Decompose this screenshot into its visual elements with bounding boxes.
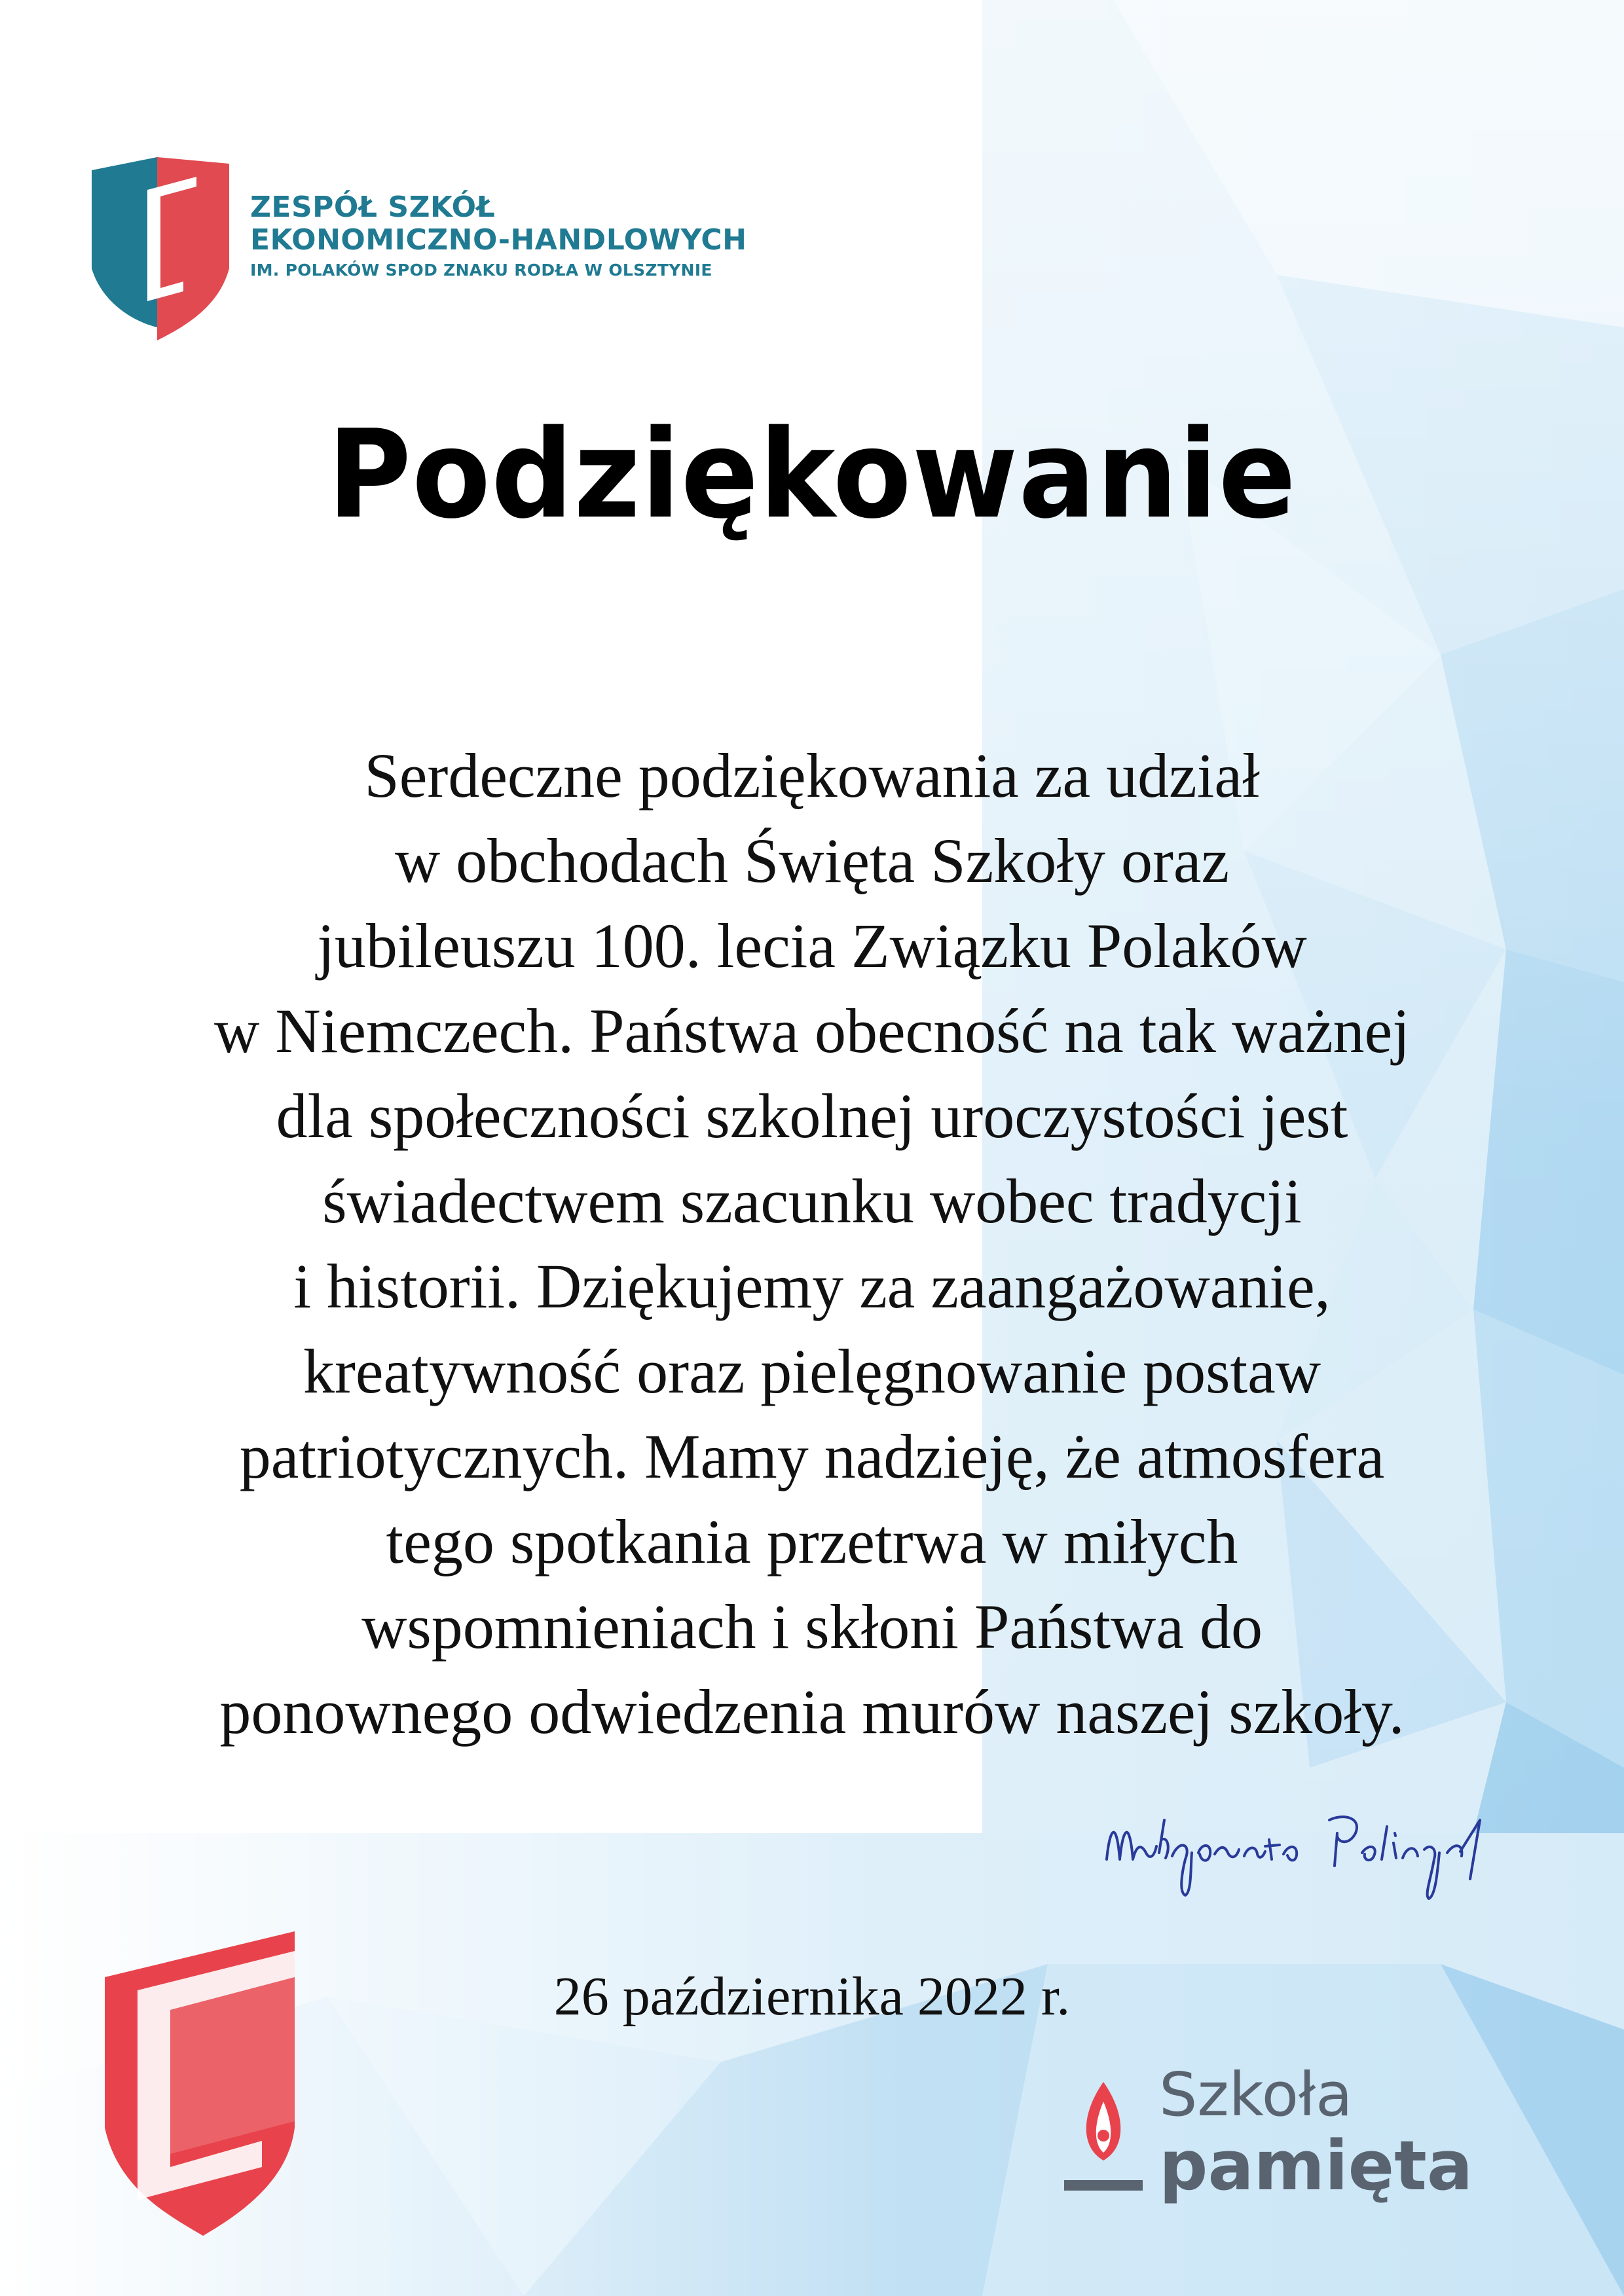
logo-word-pamieta: pamięta bbox=[1159, 2126, 1473, 2206]
pen-flame-icon bbox=[1061, 2075, 1146, 2206]
date: 26 października 2022 r. bbox=[553, 1966, 1071, 2027]
school-name-line-2: EKONOMICZNO-HANDLOWYCH bbox=[250, 223, 747, 257]
szkola-pamieta-logo bbox=[1061, 2062, 1519, 2213]
body-line: jubileuszu 100. lecia Związku Polaków bbox=[317, 911, 1307, 981]
body-line: w obchodach Święta Szkoły oraz bbox=[394, 826, 1230, 896]
body-line: i historii. Dziękujemy za zaangażowanie, bbox=[293, 1251, 1331, 1321]
logo-word-szkola: Szkoła bbox=[1159, 2060, 1353, 2130]
body-line: kreatywność oraz pielęgnowanie postaw bbox=[303, 1336, 1321, 1406]
body-line: wspomnieniach i skłoni Państwa do bbox=[361, 1592, 1263, 1662]
school-name-line-1: ZESPÓŁ SZKÓŁ bbox=[250, 191, 496, 224]
body-line: w Niemczech. Państwa obecność na tak ważnej bbox=[214, 996, 1410, 1066]
school-name-line-3: IM. POLAKÓW SPOD ZNAKU RODŁA W OLSZTYNIE bbox=[250, 261, 712, 280]
body-line: Serdeczne podziękowania za udział bbox=[364, 740, 1260, 811]
body-text bbox=[92, 733, 1532, 1755]
school-shield-icon bbox=[85, 151, 236, 347]
body-line: dla społeczności szkolnej uroczystości jest bbox=[276, 1081, 1348, 1151]
body-line: ponownego odwiedzenia murów naszej szkoły. bbox=[219, 1677, 1405, 1747]
school-emblem-icon bbox=[98, 1931, 308, 2239]
handwritten-signature bbox=[1094, 1781, 1513, 1925]
page-title: Podziękowanie bbox=[327, 403, 1297, 545]
body-line: świadectwem szacunku wobec tradycji bbox=[322, 1166, 1302, 1236]
school-logo bbox=[85, 151, 819, 347]
body-line: tego spotkania przetrwa w miłych bbox=[386, 1506, 1238, 1576]
body-line: patriotycznych. Mamy nadzieję, że atmosfera bbox=[239, 1421, 1385, 1491]
